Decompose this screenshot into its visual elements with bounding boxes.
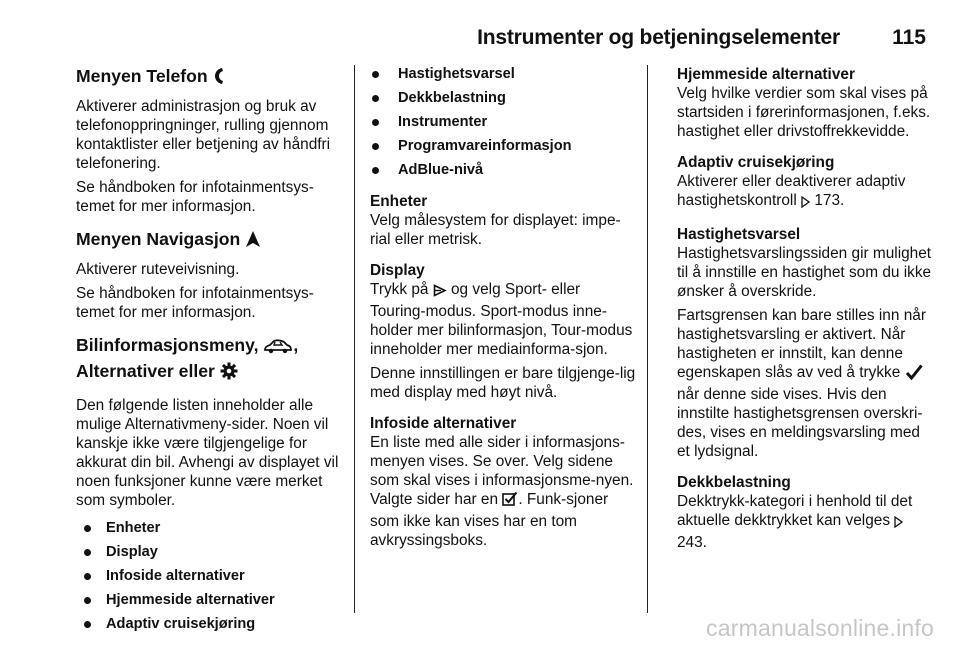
- page-reference[interactable]: 173.: [814, 192, 845, 209]
- page-header: [0, 26, 960, 56]
- checkbox-checked-icon: [502, 491, 518, 512]
- bullet-dot: [84, 573, 91, 580]
- heading-bilinformasjon: Bilinformasjonsmeny, , Alternativer eller: [76, 334, 342, 386]
- list-item: Display: [76, 543, 342, 562]
- bullet-dot: [372, 119, 379, 126]
- section-cruise: [677, 153, 933, 213]
- paragraph: Fartsgrensen kan bare stilles inn når hastighetsvarsling er aktivert. Når hastigheten er innstilt, kan denne egenskapen slås av ved å trykke når denne side vises. Hvis den innstilte hastighetsgrensen overskri-des, vises en meldingsvarsling med et lydsignal.: [677, 307, 926, 460]
- checkmark-icon: [905, 364, 923, 385]
- gear-icon: [220, 362, 238, 386]
- heading-cruise: Adaptiv cruisekjøring: [677, 154, 835, 171]
- page-reference-icon: [801, 194, 810, 213]
- section-display: [370, 261, 636, 402]
- list-item: Infoside alternativer: [76, 567, 342, 586]
- bullet-dot: [372, 167, 379, 174]
- list-item: Programvareinformasjon: [370, 137, 636, 156]
- paragraph: Aktiverer ruteveivisning.: [76, 261, 240, 278]
- bullet-dot: [372, 71, 379, 78]
- page-number: 115: [892, 26, 926, 49]
- list-item: Instrumenter: [370, 113, 636, 132]
- watermark: carmanualsonline.info: [706, 615, 934, 641]
- page-reference-icon: [894, 514, 903, 533]
- paragraph: Aktiverer administrasjon og bruk av telefonoppringninger, rulling gjennom kontaktlister eller betjening av håndfri telefonering.: [76, 98, 331, 172]
- bullet-list: [370, 65, 636, 180]
- paragraph: Velg målesystem for displayet: impe-rial eller metrisk.: [370, 212, 621, 248]
- column-divider: [354, 65, 355, 613]
- chapter-title: Instrumenter og betjeningselementer: [477, 26, 840, 49]
- bullet-dot: [84, 525, 91, 532]
- bullet-dot: [84, 597, 91, 604]
- bullet-list: [76, 519, 342, 634]
- heading-enheter: Enheter: [370, 193, 428, 210]
- heading-display: Display: [370, 262, 425, 279]
- paragraph: Velg hvilke verdier som skal vises på startsiden i førerinformasjonen, f.eks. hastighet eller drivstoffrekkevidde.: [677, 85, 931, 140]
- car-icon: [263, 337, 293, 360]
- paragraph: Hastighetsvarslingssiden gir mulighet til å innstille en hastighet som du ikke ønsker å overskride.: [677, 245, 932, 300]
- column-3: [677, 65, 933, 564]
- section-navigasjon: [76, 228, 342, 322]
- list-item: Dekkbelastning: [370, 89, 636, 108]
- list-item: Hastighetsvarsel: [370, 65, 636, 84]
- heading-navigasjon: Menyen Navigasjon: [76, 228, 342, 254]
- section-hastighet: [677, 225, 933, 461]
- paragraph: Den følgende listen inneholder alle mulige Alternativmeny-sider. Noen vil kanskje ikke være tilgjengelige for akkurat din bil. Avhengi av displayet vil noen funksjoner kunne være merket som symboler.: [76, 397, 339, 509]
- paragraph: Dekktrykk-kategori i henhold til det aktuelle dekktrykket kan velges 243.: [677, 493, 913, 551]
- heading-hastighet: Hastighetsvarsel: [677, 226, 801, 243]
- section-hjemmeside: [677, 65, 933, 141]
- column-1: [76, 65, 342, 646]
- list-item: Enheter: [76, 519, 342, 538]
- section-bilinformasjon: [76, 334, 342, 634]
- list-item: Adaptiv cruisekjøring: [76, 615, 342, 634]
- paragraph: En liste med alle sider i informasjons-menyen vises. Se over. Velg sidene som skal vises i informasjonsme-nyen. Valgte sider har en . Funk-sjoner som ikke kan vises har en tom avkryssingsboks.: [370, 434, 634, 549]
- paragraph: Trykk på og velg Sport- eller Touring-modus. Sport-modus inne-holder mer bilinformasjon, Tour-modus inneholder mer mediainforma-sjon.: [370, 281, 633, 358]
- heading-infoside: Infoside alternativer: [370, 415, 517, 432]
- column-2: [370, 65, 636, 562]
- heading-dekk: Dekkbelastning: [677, 474, 791, 491]
- section-telefon: [76, 65, 342, 216]
- paragraph: Se håndboken for infotainmentsys-temet for mer informasjon.: [76, 285, 314, 321]
- bullet-dot: [372, 95, 379, 102]
- page-reference[interactable]: 243.: [677, 534, 707, 551]
- bullet-dot: [84, 621, 91, 628]
- section-enheter: [370, 192, 636, 249]
- paragraph: Aktiverer eller deaktiverer adaptiv hastighetskontroll 173.: [677, 172, 933, 213]
- heading-hjemmeside: Hjemmeside alternativer: [677, 66, 855, 83]
- navigation-arrow-icon: [245, 230, 261, 254]
- bullet-dot: [372, 143, 379, 150]
- column-divider: [647, 65, 648, 613]
- paragraph: Denne innstillingen er bare tilgjenge-lig med display med høyt nivå.: [370, 365, 636, 401]
- bullet-dot: [84, 549, 91, 556]
- play-triangle-icon: [433, 283, 447, 302]
- list-item: AdBlue-nivå: [370, 161, 636, 180]
- phone-icon: [213, 67, 225, 91]
- section-infoside: [370, 414, 636, 550]
- list-item: Hjemmeside alternativer: [76, 591, 342, 610]
- section-dekk: [677, 473, 933, 552]
- paragraph: Se håndboken for infotainmentsys-temet for mer informasjon.: [76, 179, 314, 215]
- heading-telefon: Menyen Telefon: [76, 65, 342, 91]
